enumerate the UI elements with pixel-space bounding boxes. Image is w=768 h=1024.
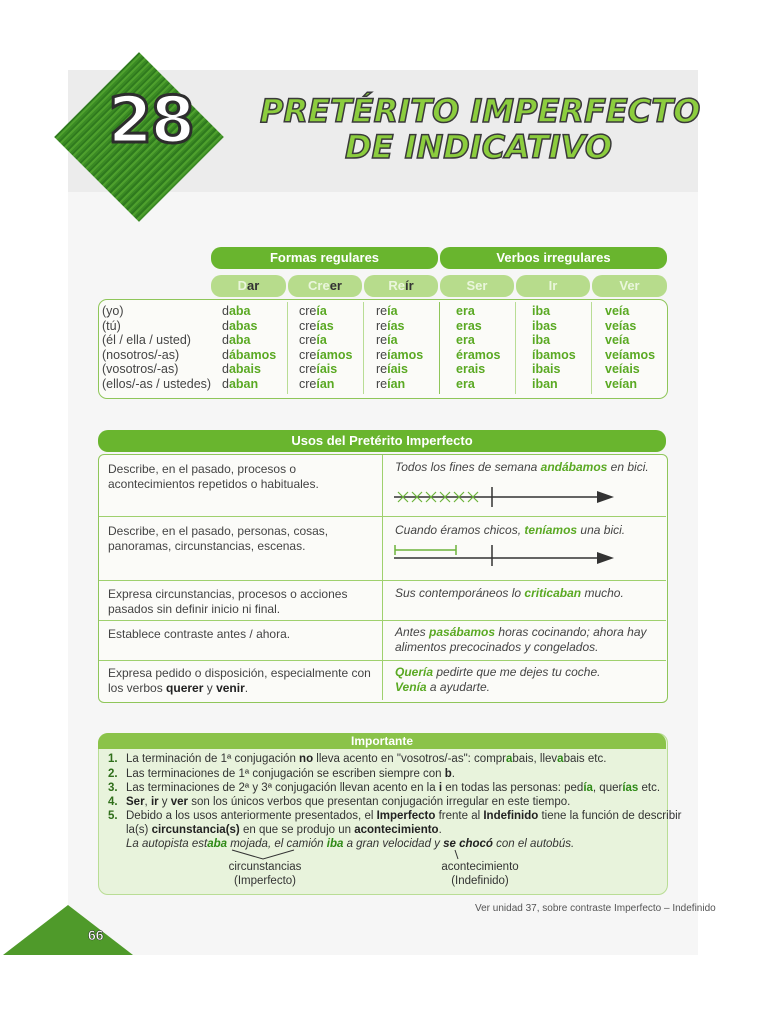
ver-form: veía: [605, 333, 630, 348]
circunstancias-label: circunstancias (Imperfecto): [228, 861, 302, 887]
uso-example: Antes pasábamos horas cocinando; ahora hay alimentos precocinados y congelados.: [395, 625, 647, 654]
person-label: (vosotros/-as): [102, 362, 179, 377]
reir-form: reíais: [376, 362, 408, 377]
importante-item-continued: la(s) circunstancia(s) en que se produjo un acontecimiento.: [126, 824, 442, 836]
creer-form: creíais: [299, 362, 338, 377]
importante-header: Importante: [98, 733, 666, 749]
verb-stem: Cre: [308, 278, 330, 293]
ser-form: era: [456, 304, 475, 318]
verb-ending: er: [329, 278, 342, 293]
dar-form: daba: [222, 333, 251, 348]
creer-column: [299, 304, 353, 392]
page-title-line2: DE INDICATIVO: [345, 128, 613, 166]
regular-forms-header: Formas regulares: [211, 247, 438, 269]
ver-form: veías: [605, 318, 637, 333]
usos-header: Usos del Pretérito Imperfecto: [98, 430, 666, 452]
importante-item: 5. Debido a los usos anteriormente presentados, el Imperfecto frente al Indefinido tiene la función de describir: [108, 810, 682, 822]
verb-header-dar: [211, 275, 286, 297]
verb-header-ver: Ver: [592, 275, 667, 297]
column-divider: [363, 302, 364, 394]
ver-form: veíamos: [605, 347, 656, 362]
person-label: (nosotros/-as): [102, 347, 180, 362]
ser-column: [456, 304, 500, 392]
person-label: (ellos/-as / ustedes): [102, 376, 212, 391]
page-title-line1: PRETÉRITO IMPERFECTO: [260, 92, 701, 130]
verb-ending: ar: [247, 278, 260, 293]
highlighted-verb: Quería: [395, 665, 434, 679]
importante-item: 2. Las terminaciones de 1ª conjugación se escriben siempre con b.: [108, 768, 455, 780]
column-divider: [591, 302, 592, 394]
ser-form: erais: [456, 362, 486, 377]
uso-example: Cuando éramos chicos, teníamos una bici.: [395, 523, 626, 537]
importante-item: 3. Las terminaciones de 2ª y 3ª conjugación llevan acento en la i en todas las personas: pedía, querías etc.: [108, 782, 661, 794]
importante-item: 4. Ser, ir y ver son los únicos verbos que presentan conjugación irregular en este tiempo.: [108, 796, 571, 808]
verb-header-ser: Ser: [440, 275, 514, 297]
ir-form: iban: [532, 376, 558, 391]
verb-stem: Re: [388, 278, 405, 293]
unit-number: 28: [108, 84, 194, 158]
ver-form: veían: [605, 376, 637, 391]
highlighted-verb: pasábamos: [429, 625, 496, 639]
dar-form: dabas: [222, 318, 258, 333]
uso-description: Establece contraste antes / ahora.: [108, 627, 291, 641]
uso-example: Sus contemporáneos lo criticaban mucho.: [395, 586, 624, 600]
importante-item: 1. La terminación de 1ª conjugación no lleva acento en "vosotros/-as": comprabais, llevabais etc.: [108, 753, 607, 765]
highlighted-verb: criticaban: [524, 586, 582, 600]
ir-form: ibais: [532, 362, 561, 377]
ir-column: [532, 304, 576, 392]
ir-form: íbamos: [532, 347, 576, 362]
cross-reference-note: Ver unidad 37, sobre contraste Imperfecto – Indefinido: [475, 903, 716, 914]
person-label: (yo): [102, 304, 124, 318]
uso-example: Todos los fines de semana andábamos en bici.: [395, 460, 649, 474]
highlighted-verb: teníamos: [524, 523, 578, 537]
person-label: (tú): [102, 318, 121, 333]
verb-header-creer: [288, 275, 362, 297]
creer-form: creían: [299, 376, 335, 391]
persons-column: [102, 304, 211, 392]
dar-column: [222, 304, 276, 392]
acontecimiento-label: acontecimiento (Indefinido): [441, 861, 519, 887]
irregular-verbs-header: Verbos irregulares: [440, 247, 667, 269]
row-divider: [99, 516, 666, 517]
verb-ending: ír: [404, 278, 414, 293]
row-divider: [99, 660, 666, 661]
timeline-duration-diagram: [392, 541, 617, 567]
ser-form: eras: [456, 318, 482, 333]
creer-form: creía: [299, 333, 327, 348]
verb-header-ir: Ir: [516, 275, 590, 297]
timeline-repeated-diagram: [392, 486, 617, 508]
highlighted-verb: andábamos: [540, 460, 608, 474]
uso-description: Describe, en el pasado, procesos o acontecimientos repetidos o habituales.: [108, 462, 319, 491]
ir-form: iba: [532, 333, 551, 348]
dar-form: daban: [222, 376, 259, 391]
uso-description: Expresa circunstancias, procesos o acciones pasados sin definir inicio ni final.: [108, 587, 348, 616]
ver-form: veía: [605, 304, 630, 318]
dar-form: daba: [222, 304, 251, 318]
row-divider: [99, 620, 666, 621]
reir-column: [376, 304, 423, 392]
creer-form: creía: [299, 304, 327, 318]
creer-form: creíamos: [299, 347, 353, 362]
ser-form: era: [456, 333, 475, 348]
ir-form: ibas: [532, 318, 558, 333]
page-number-corner: [3, 905, 133, 955]
row-divider: [99, 580, 666, 581]
ir-form: iba: [532, 304, 551, 318]
ver-form: veíais: [605, 362, 640, 377]
creer-form: creías: [299, 318, 334, 333]
highlighted-verb: Venía: [395, 680, 427, 694]
ver-column: [605, 304, 655, 392]
page-number: 66: [88, 927, 104, 943]
importante-example: La autopista estaba mojada, el camión iba a gran velocidad y se chocó con el autobús.: [126, 838, 575, 850]
reir-form: reías: [376, 318, 405, 333]
reir-form: reían: [376, 376, 406, 391]
dar-form: dabais: [222, 362, 261, 377]
column-divider: [287, 302, 288, 394]
verb-header-reir: [364, 275, 438, 297]
ser-form: era: [456, 376, 475, 391]
uso-description: Describe, en el pasado, personas, cosas, panoramas, circunstancias, escenas.: [108, 524, 329, 553]
verb-stem: D: [237, 278, 248, 293]
column-divider: [515, 302, 516, 394]
usos-column-divider: [382, 455, 383, 700]
reir-form: reíamos: [376, 347, 424, 362]
reir-form: reía: [376, 333, 398, 348]
ser-form: éramos: [456, 347, 501, 362]
reir-form: reía: [376, 304, 398, 318]
uso-example: Quería pedirte que me dejes tu coche. Venía a ayudarte.: [395, 665, 601, 694]
uso-description: Expresa pedido o disposición, especialmente con los verbos querer y venir.: [108, 666, 371, 695]
dar-form: dábamos: [222, 347, 277, 362]
person-label: (él / ella / usted): [102, 333, 191, 348]
column-divider: [439, 302, 440, 394]
